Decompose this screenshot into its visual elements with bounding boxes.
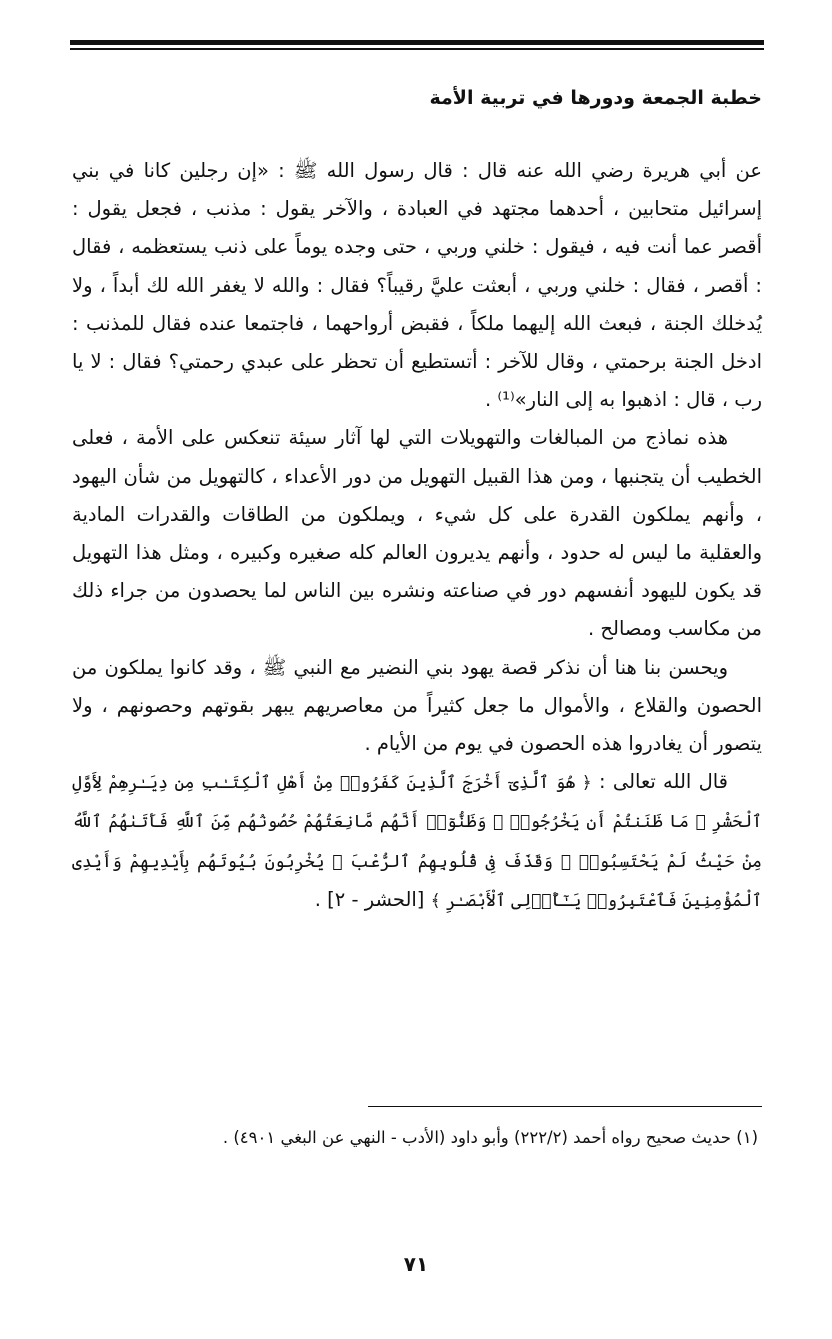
- header-rule-thin: [70, 48, 764, 50]
- footnote: (١) حديث صحيح رواه أحمد (٢٢٢/٢) وأبو داود (الأدب - النهي عن البغي ٤٩٠١) .: [222, 1128, 758, 1147]
- quran-reference: [الحشر - ٢] .: [314, 887, 425, 911]
- quran-intro: قال الله تعالى :: [599, 770, 729, 794]
- header-title: خطبة الجمعة ودورها في تربية الأمة: [429, 87, 762, 109]
- bani-nadir-paragraph: ويحسن بنا هنا أن نذكر قصة يهود بني النضير مع النبي ﷺ ، وقد كانوا يملكون من الحصون والقلاع ، والأموال ما جعل كثيراً من معاصريهم يبهر بقوتهم وحصونهم ، ولا يتصور أن يغادروا هذه الحصون في يوم من الأيام .: [72, 655, 762, 756]
- exaggeration-paragraph: هذه نماذج من المبالغات والتهويلات التي لها آثار سيئة تنعكس على الأمة ، فعلى الخطيب أن يتجنبها ، ومن هذا القبيل التهويل من دور الأعداء ، كالتهويل من شأن اليهود ، وأنهم يملكون القدرة على كل شيء ، ويملكون من الطاقات والقدرات المادية والعقلية ما ليس له حدود ، وأنهم يديرون العالم كله صغيره وكبيره ، ومثل هذا التهويل قد يكون لليهود أنفسهم دور في صناعته ونشره بين الناس لما يحصدون من جراء ذلك من مكاسب ومصالح .: [72, 426, 762, 641]
- header-rule-thick: [70, 40, 764, 45]
- main-text: [72, 152, 762, 920]
- running-header: [70, 84, 762, 120]
- hadith-paragraph: عن أبي هريرة رضي الله عنه قال : قال رسول الله ﷺ : «إن رجلين كانا في بني إسرائيل متحابين ، أحدهما مجتهد في العبادة ، والآخر يقول : مذنب ، فجعل يقول : أقصر عما أنت فيه ، فيقول : خلني وربي ، حتى وجده يوماً على ذنب يستعظمه ، فقال : أقصر ، فقال : خلني وربي ، أبعثت عليَّ رقيباً؟ فقال : والله لا يغفر الله لك أبداً ، ولا يُدخلك الجنة ، فبعث الله إليهما ملكاً ، فقبض أرواحهما ، فاجتمعا عنده فقال للمذنب : ادخل الجنة برحمتي ، وقال للآخر : أتستطيع أن تحظر على عبدي رحمتي؟ فقال : لا يا رب ، قال : اذهبوا به إلى النار»⁽¹⁾ .: [72, 159, 762, 412]
- page-number: ٧١: [403, 1252, 429, 1276]
- quran-paragraph: [72, 763, 762, 920]
- footnote-divider: [368, 1106, 762, 1107]
- quran-verse: ﴿ هُوَ ٱلَّذِىٓ أَخْرَجَ ٱلَّذِينَ كَفَرُوا۟ مِنْ أَهْلِ ٱلْكِتَـٰبِ مِن دِيَـٰرِهِمْ لِأَوَّلِ ٱلْحَشْرِ ۚ مَا ظَنَنتُمْ أَن يَخْرُجُوا۟ ۖ وَظَنُّوٓا۟ أَنَّهُم مَّانِعَتُهُمْ حُصُونُهُم مِّنَ ٱللَّهِ فَأَتَىٰهُمُ ٱللَّهُ مِنْ حَيْثُ لَمْ يَحْتَسِبُوا۟ ۖ وَقَذَفَ فِى قُلُوبِهِمُ ٱلرُّعْبَ ۚ يُخْرِبُونَ بُيُوتَهُم بِأَيْدِيهِمْ وَأَيْدِى ٱلْمُؤْمِنِينَ فَٱعْتَبِرُوا۟ يَـٰٓأُو۟لِى ٱلْأَبْصَـٰرِ ﴾: [72, 773, 762, 911]
